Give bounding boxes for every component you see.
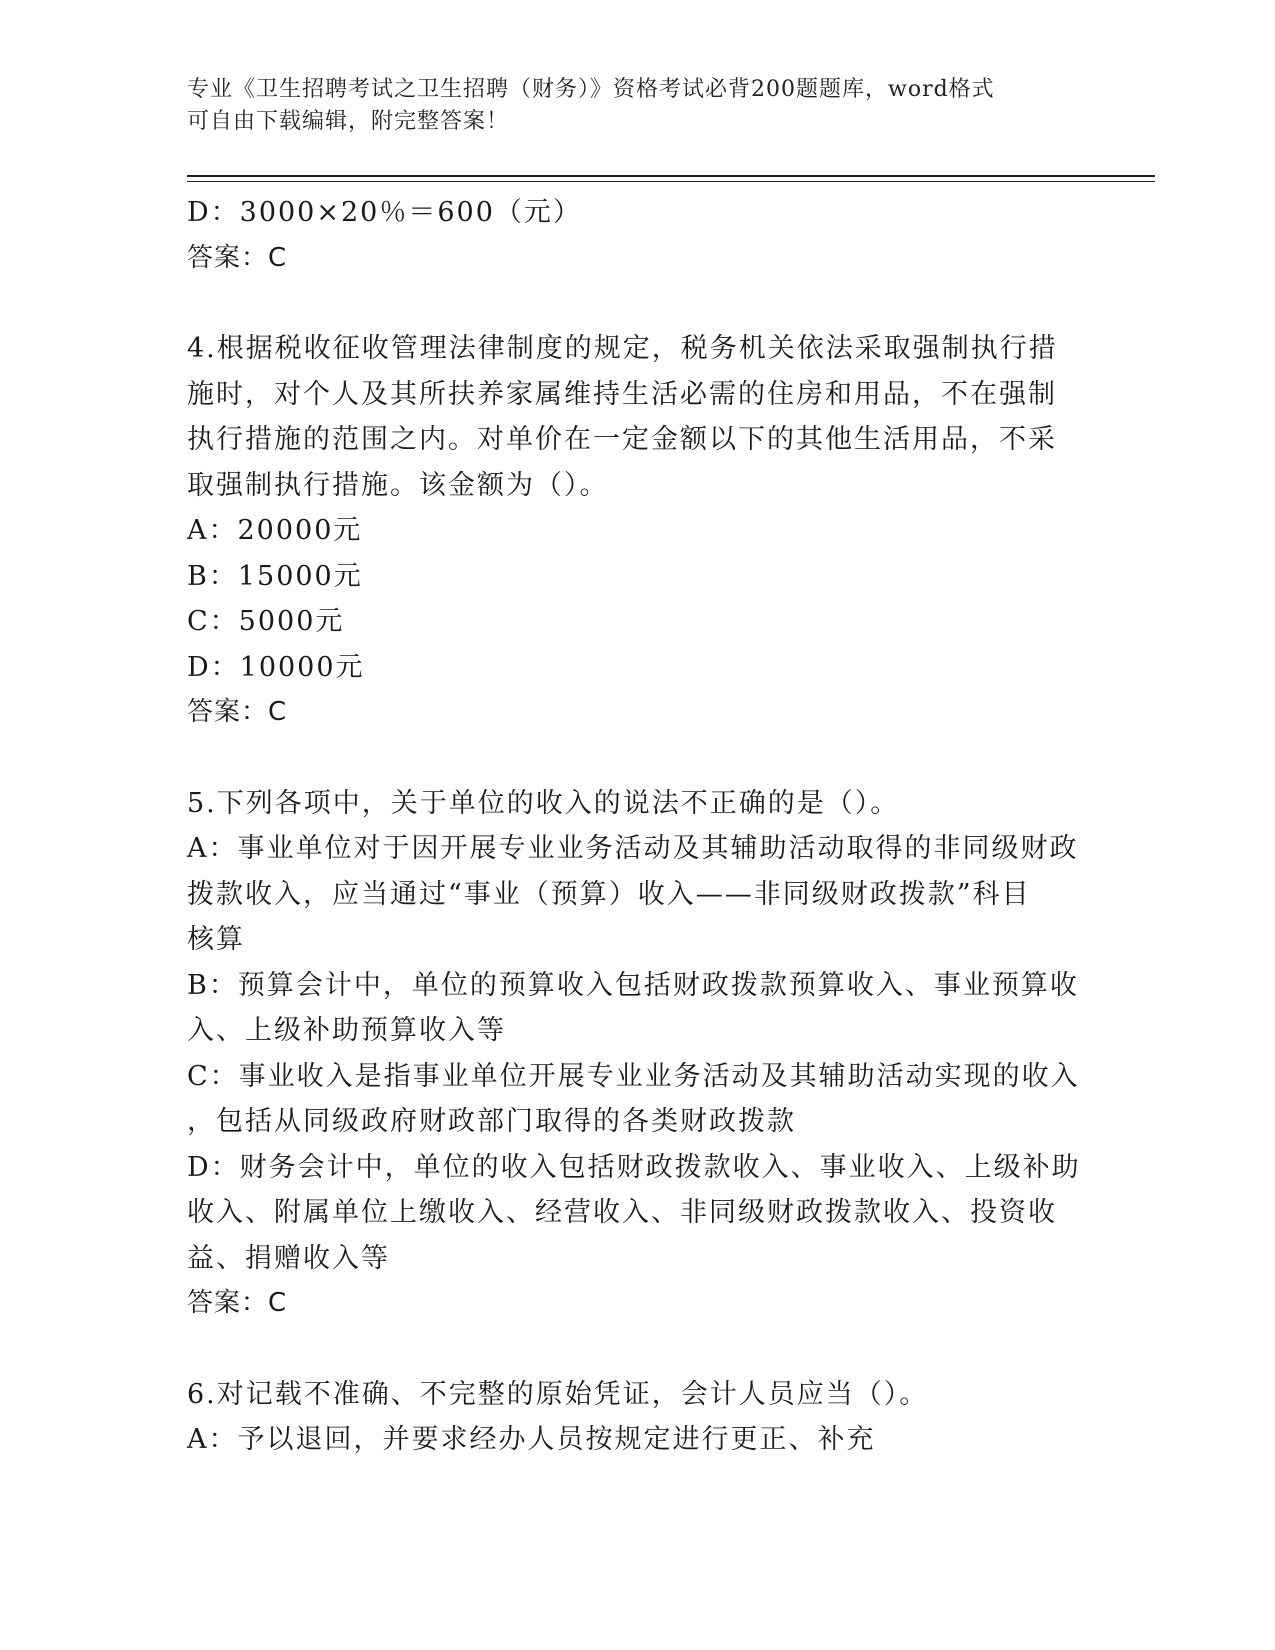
q4-option-d: D：10000元 (187, 651, 365, 683)
q4-option-a: A：20000元 (187, 515, 363, 546)
q5-option-b-line: B：预算会计中，单位的预算收入包括财政拨款预算收入、事业预算收 (187, 969, 1079, 1001)
q4-stem-line: 执行措施的范围之内。对单价在一定金额以下的其他生活用品，不采 (187, 424, 1057, 455)
q6-option-a: A：予以退回，并要求经办人员按规定进行更正、补充 (187, 1424, 876, 1455)
header-line-1: 专业《卫生招聘考试之卫生招聘（财务）》资格考试必背200题题库，word格式 (187, 77, 995, 102)
q5-option-b-line: 入、上级补助预算收入等 (187, 1015, 506, 1046)
q3-option-d: D：3000×20％＝600（元） (187, 197, 582, 228)
q5-stem: 5.下列各项中，关于单位的收入的说法不正确的是（）。 (187, 787, 900, 819)
spacer (187, 736, 1077, 781)
question-5 (187, 781, 1081, 1327)
q5-option-c-line: C：事业收入是指事业单位开展专业业务活动及其辅助活动实现的收入 (187, 1060, 1080, 1092)
page-header (187, 74, 1067, 138)
q5-option-d-line: D：财务会计中，单位的收入包括财政拨款收入、事业收入、上级补助 (187, 1151, 1081, 1183)
q5-option-c-line: ，包括从同级政府财政部门取得的各类财政拨款 (187, 1106, 796, 1137)
q6-stem: 6.对记载不准确、不完整的原始凭证，会计人员应当（）。 (187, 1378, 929, 1410)
q5-option-a-line: 核算 (187, 924, 245, 955)
q4-option-c: C：5000元 (187, 606, 345, 637)
q5-option-d-line: 收入、附属单位上缴收入、经营收入、非同级财政拨款收入、投资收 (187, 1197, 1057, 1228)
q4-option-b: B：15000元 (187, 560, 363, 592)
spacer (187, 281, 1077, 326)
q4-answer: 答案：C (187, 697, 288, 727)
spacer (187, 1327, 1077, 1372)
header-line-2: 可自由下载编辑，附完整答案！ (187, 109, 510, 134)
header-divider-thin (187, 181, 1155, 182)
q5-option-a-line: 拨款收入，应当通过“事业（预算）收入——非同级财政拨款”科目 (187, 878, 1031, 910)
q3-answer: 答案：C (187, 242, 288, 273)
q5-option-a-line: A：事业单位对于因开展专业业务活动及其辅助活动取得的非同级财政 (187, 833, 1079, 864)
page-content (187, 190, 1081, 1463)
header-divider-thick (187, 175, 1155, 177)
q4-stem-line: 施时，对个人及其所扶养家属维持生活必需的住房和用品，不在强制 (187, 378, 1057, 410)
question-6 (187, 1372, 1077, 1463)
question-4 (187, 326, 1077, 736)
q4-stem-line: 4.根据税收征收管理法律制度的规定，税务机关依法采取强制执行措 (187, 333, 1058, 364)
q4-stem-line: 取强制执行措施。该金额为（）。 (187, 469, 609, 501)
q5-option-d-line: 益、捐赠收入等 (187, 1242, 390, 1274)
q5-answer: 答案：C (187, 1288, 288, 1318)
